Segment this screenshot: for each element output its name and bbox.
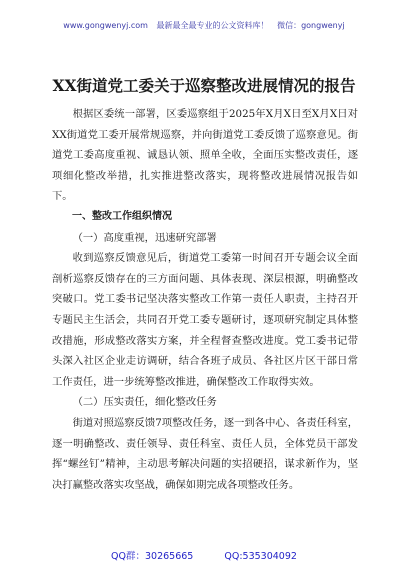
subsection-heading-1: （一）高度重视，迅速研究部署 <box>72 231 217 244</box>
page-footer <box>0 548 408 562</box>
subsection-heading-2: （二）压实责任，细化整改任务 <box>72 396 217 409</box>
intro-paragraph: 根据区委统一部署，区委巡察组于2025年X月X日至X月X日对XX街道党工委开展常规巡察，并向街道党工委反馈了巡察意见。街道党工委高度重视、诚恳认领、照单全收，全面压实整改责任，逐项细化整改举措，扎实推进整改落实，现将整改进展情况报告如下。 <box>52 108 358 203</box>
body-paragraph-1: 收到巡察反馈意见后，街道党工委第一时间召开专题会议全面剖析巡察反馈存在的三方面问题、具体表现、深层根源，明确整改突破口。党工委书记坚决落实整改工作第一责任人职责，主持召开专题民主生活会，共同召开党工委专题研讨，逐项研究制定具体整改措施，形成整改落实方案，并全程督查整改进度。党工委书记带头深入社区企业走访调研，结合各班子成员、各社区片区干部日常工作责任，进一步统筹整改推进，确保整改工作取得实效。 <box>52 252 358 388</box>
page-header <box>0 20 408 31</box>
header-site-link[interactable]: www.gongwenyj.com <box>63 21 148 30</box>
header-slogan: 最新最全最专业的公文资料库！ <box>156 21 269 30</box>
document-title: XX街道党工委关于巡察整改进展情况的报告 <box>52 76 356 95</box>
section-heading-1: 一、整改工作组织情况 <box>72 210 172 222</box>
header-wechat: 微信：gongwenyj <box>277 21 345 30</box>
footer-qq: QQ:535304092 <box>224 551 297 562</box>
body-paragraph-2: 街道对照巡察反馈7项整改任务，逐一到各中心、各责任科室，逐一明确整改、责任领导、责任科室、责任人员，全体党员干部发挥“螺丝钉”精神，主动思考解决问题的实招硬招，谋求新作为，坚决打赢整改落实攻坚战，确保如期完成各项整改任务。 <box>52 416 358 491</box>
footer-qq-group: QQ群：30265665 <box>111 551 194 562</box>
document-body <box>52 104 358 495</box>
